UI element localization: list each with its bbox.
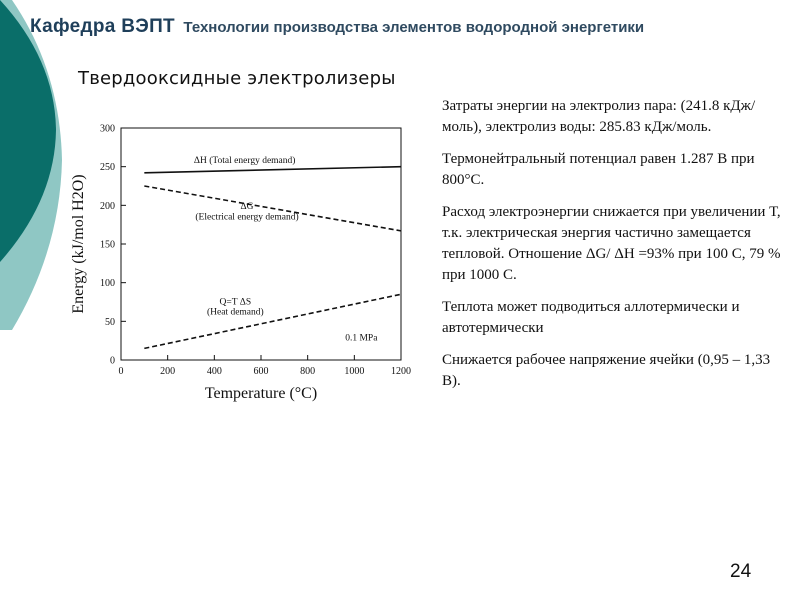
energy-temperature-chart: [60, 110, 425, 410]
paragraph-energy-costs: Затраты энергии на электролиз пара: (241.8 кДж/моль), электролиз воды: 285.83 кДж/моль.: [442, 98, 756, 135]
y-tick-label: 50: [105, 316, 115, 328]
x-tick-label: 1200: [391, 366, 411, 377]
x-tick-label: 1000: [344, 366, 365, 377]
x-tick-label: 0: [118, 366, 124, 377]
label-dh: ΔH (Total energy demand): [193, 155, 296, 166]
paragraph-thermoneutral: Термонейтральный потенциал равен 1.287 В при 800°С.: [442, 151, 755, 188]
y-tick-label: 0: [110, 355, 115, 367]
y-tick-label: 300: [100, 123, 115, 135]
chart-series: [144, 167, 401, 349]
page-number: 24: [730, 561, 752, 582]
chart-annotations: [194, 155, 378, 344]
slide-subtitle: Твердооксидные электролизеры: [78, 68, 396, 89]
department-name: Кафедра ВЭПТ: [30, 16, 175, 37]
x-tick-label: 400: [206, 366, 222, 377]
label-dg: ΔG: [240, 202, 254, 213]
y-tick-label: 200: [100, 200, 115, 212]
y-tick-label: 100: [100, 278, 115, 290]
series-line-1: [144, 186, 401, 231]
x-tick-label: 600: [253, 366, 269, 377]
series-line-0: [144, 167, 401, 173]
paragraph-cell-voltage: Снижается рабочее напряжение ячейки (0,95 – 1,33 В).: [442, 352, 771, 389]
label-q-desc: (Heat demand): [206, 307, 264, 318]
label-dg-desc: (Electrical energy demand): [195, 212, 299, 223]
y-axis-label: Energy (kJ/mol H2O): [70, 174, 87, 314]
x-tick-label: 200: [160, 366, 176, 377]
y-tick-label: 250: [100, 162, 115, 174]
paragraph-electricity-use: Расход электроэнергии снижается при увеличении Т, т.к. электрическая энергия частично замещается тепловой. Отношение ΔG/ ΔH =93% при 100 С, 79 % при 1000 С.: [442, 204, 781, 283]
course-title: Технологии производства элементов водородной энергетики: [183, 19, 645, 36]
x-tick-label: 800: [300, 366, 316, 377]
paragraph-heat-supply: Теплота может подводиться аллотермически и автотермически: [442, 299, 740, 336]
text-column: [442, 96, 782, 403]
label-pressure: 0.1 MPa: [345, 333, 378, 344]
label-q: Q=T ΔS: [219, 297, 252, 308]
slide-header: [30, 16, 644, 38]
chart-axes: [70, 128, 401, 402]
x-axis-label: Temperature (°C): [204, 385, 318, 402]
y-tick-label: 150: [100, 239, 115, 251]
